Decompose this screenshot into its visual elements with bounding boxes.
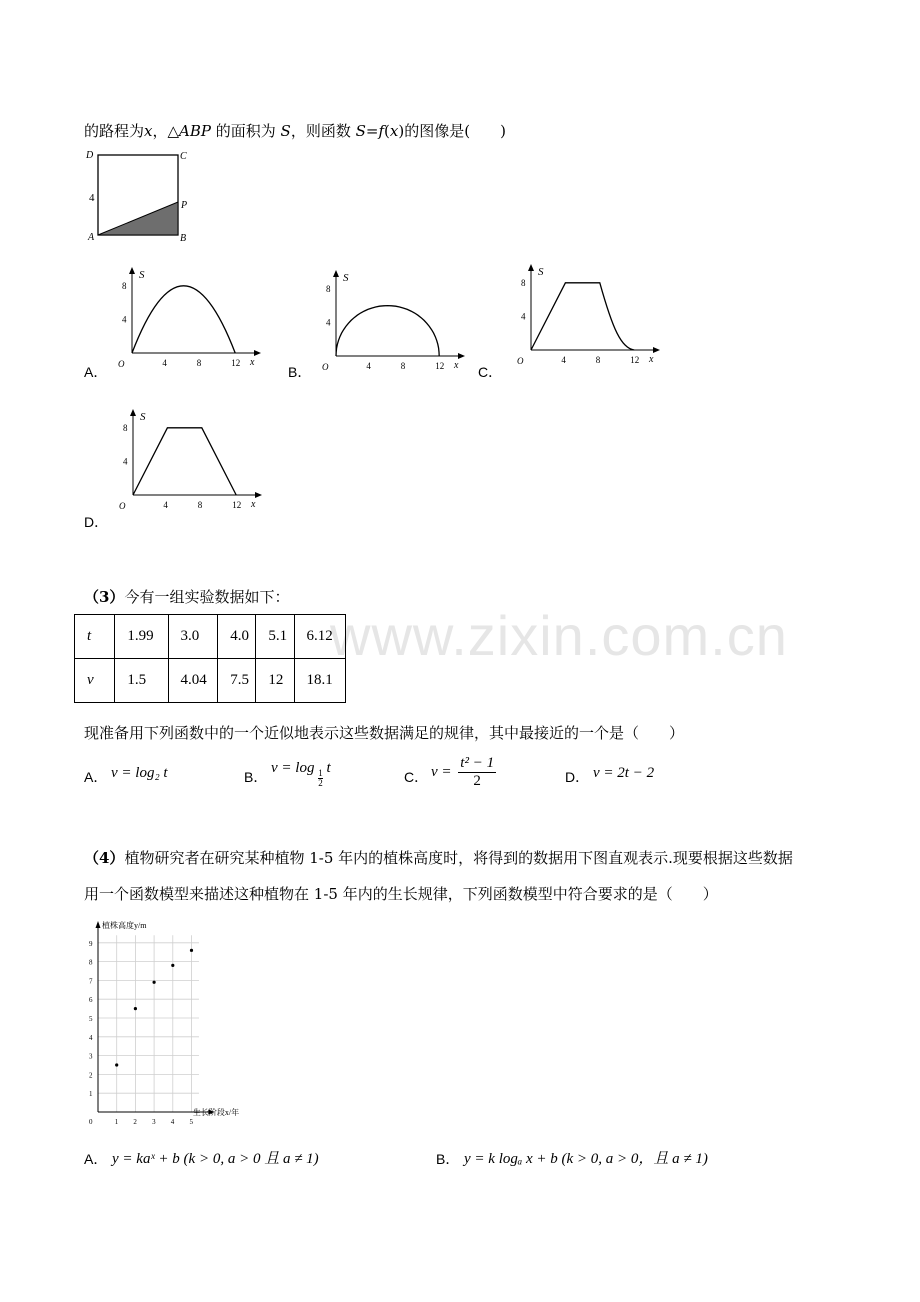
q3-question: 现准备用下列函数中的一个近似地表示这些数据满足的规律，其中最接近的一个是（ ）: [84, 724, 685, 742]
y-axis-label: S: [538, 266, 544, 278]
q4-option-b-letter[interactable]: B．: [436, 1151, 460, 1167]
q2-option-a-letter[interactable]: A．: [84, 364, 108, 380]
q2-stem-e: 的图像是( ): [404, 122, 506, 140]
data-point: [171, 964, 174, 967]
label-p: P: [181, 200, 188, 211]
y-tick-label: 4: [123, 456, 128, 467]
x-axis-arrow: [254, 350, 261, 356]
q2-stem-d: ，则函数: [290, 122, 356, 140]
q2-option-b-graph[interactable]: [318, 268, 468, 376]
q2-option-c-letter[interactable]: C．: [478, 364, 503, 380]
data-point: [134, 1007, 137, 1010]
x-tick-label: 8: [197, 500, 203, 510]
y-axis-arrow: [96, 921, 101, 928]
x-axis-arrow: [653, 347, 660, 353]
table-cell: 7.5: [218, 659, 256, 703]
q4-option-b-formula[interactable]: y = k logₐ x + b (k > 0, a > 0，且 a ≠ 1): [464, 1151, 708, 1167]
table-row: [75, 659, 346, 703]
y-axis-label: 植株高度y/m: [102, 921, 147, 930]
y-tick-label: 7: [89, 977, 93, 986]
q4-option-a-formula[interactable]: y = kaˣ + b (k > 0, a > 0 且 a ≠ 1): [112, 1151, 319, 1167]
watermark: www.zixin.com.cn: [330, 604, 788, 667]
y-axis-label: S: [139, 269, 145, 281]
x-tick-label: 12: [435, 361, 445, 371]
y-axis-arrow: [129, 267, 135, 274]
y-tick-label: 9: [89, 939, 93, 948]
y-tick-label: 4: [122, 314, 127, 325]
x-axis-label: x: [649, 354, 654, 365]
x-tick-label: 3: [152, 1118, 156, 1126]
q2-stem-a: 的路程为: [84, 122, 145, 140]
q2-stem: [84, 120, 506, 141]
triangle-symbol: △: [167, 122, 180, 140]
q3-b-lhs: v = log: [271, 760, 315, 776]
table-cell: 4.0: [218, 615, 256, 659]
label-side-4: 4: [89, 192, 95, 204]
q3-option-a-formula[interactable]: v = log₂ t: [111, 765, 168, 781]
q2-option-d-letter[interactable]: D．: [84, 514, 109, 530]
x-tick-label: 0: [89, 1118, 93, 1126]
comma: ，: [152, 122, 168, 140]
q4-line2: 用一个函数模型来描述这种植物在 1-5 年内的生长规律，下列函数模型中符合要求的是（ ）: [84, 885, 718, 903]
x-tick-label: 4: [170, 1118, 175, 1126]
y-tick-label: 4: [326, 317, 331, 328]
x-tick-label: 8: [400, 361, 406, 371]
label-d: D: [86, 150, 94, 161]
table-cell: 1.99: [115, 615, 168, 659]
q3-c-denominator: 2: [473, 773, 481, 789]
q3-option-b-formula[interactable]: [271, 760, 331, 788]
q2-option-a-graph[interactable]: [114, 265, 264, 373]
origin-label: O: [517, 356, 524, 366]
q4-scatter-chart: [84, 916, 254, 1126]
table-cell: 18.1: [294, 659, 345, 703]
q4-line1: [84, 847, 793, 868]
q3-option-d-letter[interactable]: D．: [565, 769, 590, 785]
q3-option-c-formula[interactable]: [431, 755, 496, 790]
y-tick-label: 6: [89, 996, 93, 1005]
q3-data-table: [74, 614, 346, 703]
x-tick-label: 4: [162, 358, 167, 368]
x-axis-label: 生长阶段x/年: [192, 1108, 240, 1117]
x-tick-label: 4: [366, 361, 371, 371]
q3-c-numerator: t² − 1: [460, 755, 495, 771]
data-point: [153, 981, 156, 984]
x-axis-label: x: [251, 499, 256, 510]
table-cell: 3.0: [168, 615, 218, 659]
var-x: x: [144, 122, 153, 140]
table-cell: 12: [256, 659, 294, 703]
table-cell: 4.04: [168, 659, 218, 703]
x-tick-label: 4: [561, 355, 566, 365]
triangle-abp: ABP: [179, 122, 211, 140]
q3-b-base-den: 2: [318, 778, 323, 788]
origin-label: O: [322, 362, 329, 372]
y-tick-label: 5: [89, 1015, 93, 1023]
x-axis-arrow: [255, 492, 262, 498]
equals: =: [365, 122, 379, 140]
x-tick-label: 8: [595, 355, 601, 365]
table-cell: 5.1: [256, 615, 294, 659]
y-tick-label: 8: [521, 277, 526, 288]
q4-line1-text: 植物研究者在研究某种植物 1-5 年内的植株高度时，将得到的数据用下图直观表示.现要根据这些数据: [124, 849, 793, 867]
y-tick-label: 8: [326, 283, 331, 294]
table-cell: 6.12: [294, 615, 345, 659]
label-b: B: [180, 233, 187, 244]
y-axis-label: S: [140, 411, 146, 423]
func-s: S: [355, 122, 366, 140]
y-tick-label: 2: [89, 1071, 93, 1080]
x-tick-label: 4: [163, 500, 168, 510]
y-axis-arrow: [528, 264, 534, 271]
q3-b-rhs: t: [326, 760, 331, 776]
q2-option-b-letter[interactable]: B．: [288, 364, 312, 380]
x-tick-label: 5: [189, 1118, 193, 1126]
q3-option-b-letter[interactable]: B．: [244, 769, 268, 785]
q2-stem-c: 的面积为: [211, 122, 281, 140]
x-tick-label: 12: [232, 500, 242, 510]
q3-stem-text: 今有一组实验数据如下：: [124, 588, 290, 606]
row-label-v: v: [75, 659, 115, 703]
x-axis-label: x: [250, 357, 255, 368]
table-row: [75, 615, 346, 659]
x-tick-label: 8: [196, 358, 202, 368]
origin-label: O: [119, 501, 126, 511]
y-tick-label: 4: [521, 311, 526, 322]
function-curve: [133, 428, 236, 495]
y-axis-arrow: [333, 270, 339, 277]
q4-number: （4）: [84, 849, 125, 867]
function-curve: [531, 283, 634, 350]
table-cell: 1.5: [115, 659, 168, 703]
shaded-triangle-abp: [98, 202, 178, 235]
y-tick-label: 4: [89, 1033, 93, 1042]
q4-option-a-letter[interactable]: A．: [84, 1151, 108, 1167]
row-label-t: t: [75, 615, 115, 659]
y-axis-arrow: [130, 409, 136, 416]
function-curve: [336, 306, 439, 356]
y-tick-label: 8: [123, 422, 128, 433]
data-point: [115, 1063, 118, 1066]
x-axis-arrow: [458, 353, 465, 359]
x-tick-label: 12: [231, 358, 241, 368]
q2-option-d-graph[interactable]: [115, 407, 265, 515]
x-tick-label: 1: [114, 1118, 119, 1126]
label-c: C: [180, 151, 187, 162]
paren-close: ): [398, 122, 405, 140]
y-tick-label: 3: [89, 1052, 93, 1061]
y-tick-label: 8: [89, 958, 93, 967]
q3-b-base-num: 1: [318, 768, 323, 778]
square-figure: [84, 146, 204, 246]
x-tick-label: 2: [133, 1118, 137, 1126]
var-s: S: [280, 122, 291, 140]
q3-option-d-formula[interactable]: v = 2t − 2: [593, 765, 655, 781]
q3-number: （3）: [84, 588, 125, 606]
q3-c-lhs: v =: [431, 764, 452, 780]
origin-label: O: [118, 359, 125, 369]
func-arg-x: x: [389, 122, 399, 140]
func-f: f: [378, 122, 385, 140]
x-axis-label: x: [454, 360, 459, 371]
q3-option-c-letter[interactable]: C．: [404, 769, 429, 785]
q3-option-a-letter[interactable]: A．: [84, 769, 108, 785]
y-tick-label: 8: [122, 280, 127, 291]
paren-open: (: [384, 122, 390, 140]
q3-b-base: [318, 769, 323, 788]
y-axis-label: S: [343, 272, 349, 284]
y-tick-label: 1: [89, 1090, 93, 1099]
function-curve: [132, 286, 235, 353]
q3-stem: [84, 586, 289, 607]
q2-option-c-graph[interactable]: [513, 262, 663, 370]
x-tick-label: 12: [630, 355, 640, 365]
data-point: [190, 949, 193, 952]
label-a: A: [88, 232, 95, 243]
q3-c-fraction: [458, 755, 496, 790]
